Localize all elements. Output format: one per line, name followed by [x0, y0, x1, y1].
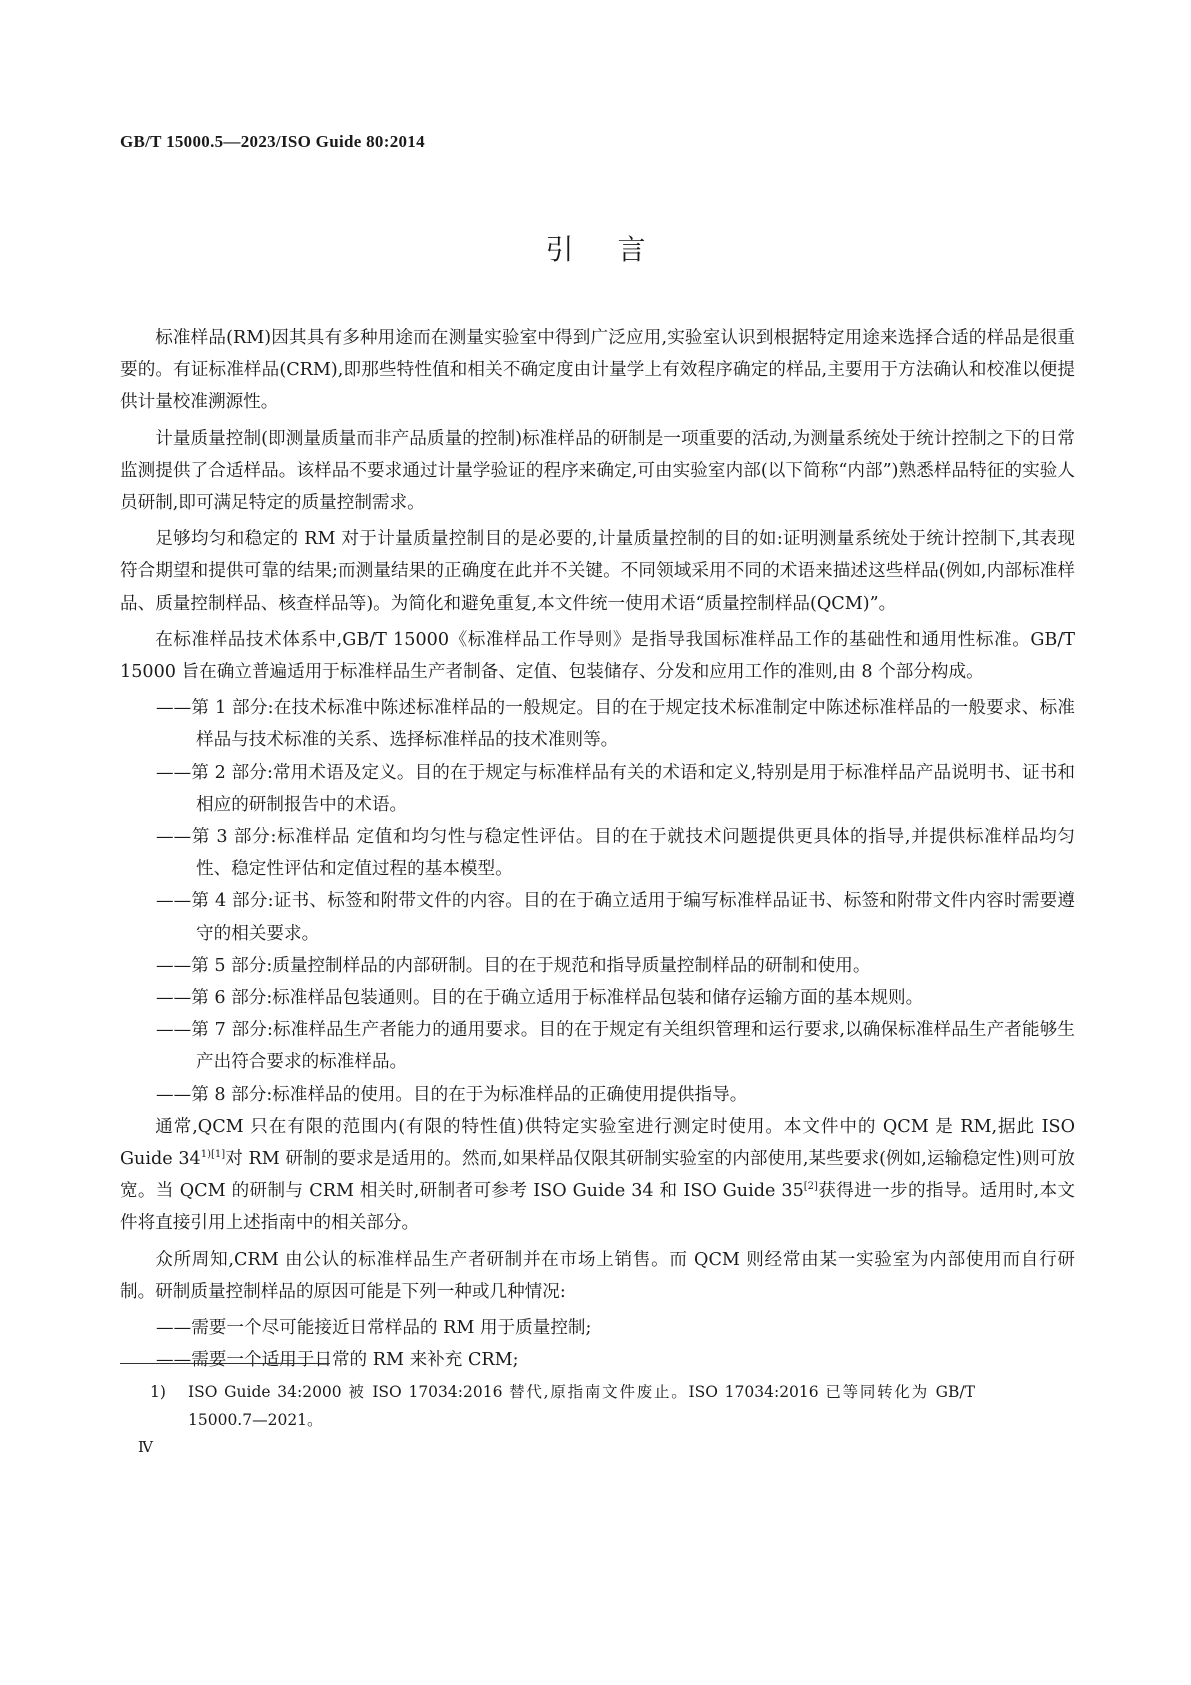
qcm-scope-text-b: 对 RM 研制的要求是适用的。然而,如果样品仅限其研制实验室的内部使用,某些要求(例如,运输稳定性)则可放宽。当 QCM 的研制与 CRM 相关时,研制者可参考 ISO Guide 34 和 ISO Guide 35	[120, 1149, 1075, 1202]
part-list-item: ——第 4 部分:证书、标签和附带文件的内容。目的在于确立适用于编写标准样品证书、标签和附带文件内容时需要遵守的相关要求。	[156, 891, 1075, 944]
footnote-text: ISO Guide 34:2000 被 ISO 17034:2016 替代,原指南文件废止。ISO 17034:2016 已等同转化为 GB/T 15000.7—2021。	[188, 1383, 975, 1429]
part-list-item: ——第 2 部分:常用术语及定义。目的在于规定与标准样品有关的术语和定义,特别是用于标准样品产品说明书、证书和相应的研制报告中的术语。	[156, 762, 1075, 815]
page-title: 引言	[545, 233, 690, 266]
part-list-item: ——第 7 部分:标准样品生产者能力的通用要求。目的在于规定有关组织管理和运行要求,以确保标准样品生产者能够生产出符合要求的标准样品。	[156, 1020, 1075, 1073]
part-list-item: ——第 6 部分:标准样品包装通则。目的在于确立适用于标准样品包装和储存运输方面的基本规则。	[156, 988, 924, 1009]
paragraph-homogeneity-stability: 足够均匀和稳定的 RM 对于计量质量控制目的是必要的,计量质量控制的目的如:证明测量系统处于统计控制下,其表现符合期望和提供可靠的结果;而测量结果的正确度在此并不关键。不同领域采用不同的术语来描述这些样品(例如,内部标准样品、质量控制样品、核查样品等)。为简化和避免重复,本文件统一使用术语“质量控制样品(QCM)”。	[120, 529, 1075, 614]
footnote-divider	[120, 1363, 330, 1364]
paragraph-qc-development: 计量质量控制(即测量质量而非产品质量的控制)标准样品的研制是一项重要的活动,为测量系统处于统计控制之下的日常监测提供了合适样品。该样品不要求通过计量学验证的程序来确定,可由实验室内部(以下简称“内部”)熟悉样品特征的实验人员研制,即可满足特定的质量控制需求。	[120, 428, 1075, 514]
paragraph-rm-usage: 标准样品(RM)因其具有多种用途而在测量实验室中得到广泛应用,实验室认识到根据特定用途来选择合适的样品是很重要的。有证标准样品(CRM),即那些特性值和相关不确定度由计量学上有效程序确定的样品,主要用于方法确认和校准以便提供计量校准溯源性。	[120, 328, 1075, 413]
qcm-scope-text-c: 获得进一步的指导。适用时,本文件将直接引用上述指南中的相关部分。	[120, 1181, 1075, 1234]
standard-code-header: GB/T 15000.5—2023/ISO Guide 80:2014	[120, 132, 425, 151]
qcm-scope-text-a: 通常,QCM 只在有限的范围内(有限的特性值)供特定实验室进行测定时使用。本文件中的 QCM 是 RM,据此 ISO Guide 34	[120, 1116, 1075, 1170]
footnote-number: 1)	[150, 1383, 166, 1401]
paragraph-standard-system: 在标准样品技术体系中,GB/T 15000《标准样品工作导则》是指导我国标准样品工作的基础性和通用性标准。GB/T 15000 旨在确立普遍适用于标准样品生产者制备、定值、包装储存、分发和应用工作的准则,由 8 个部分构成。	[120, 629, 1075, 683]
part-list-item: ——第 1 部分:在技术标准中陈述标准样品的一般规定。目的在于规定技术标准制定中陈述标准样品的一般要求、标准样品与技术标准的关系、选择标准样品的技术准则等。	[156, 698, 1075, 751]
reason-list-item: ——需要一个适用于日常的 RM 来补充 CRM;	[156, 1350, 519, 1371]
bibliography-reference: [2]	[803, 1181, 818, 1193]
part-list-item: ——第 8 部分:标准样品的使用。目的在于为标准样品的正确使用提供指导。	[156, 1084, 748, 1105]
introduction-body	[120, 322, 1075, 1377]
footnote	[150, 1378, 975, 1434]
paragraph-qcm-scope	[120, 1111, 1075, 1240]
part-list-item: ——第 3 部分:标准样品 定值和均匀性与稳定性评估。目的在于就技术问题提供更具体的指导,并提供标准样品均匀性、稳定性评估和定值过程的基本模型。	[156, 827, 1075, 880]
reason-list-item: ——需要一个尽可能接近日常样品的 RM 用于质量控制;	[156, 1318, 592, 1339]
page-number: Ⅳ	[138, 1440, 153, 1456]
footnote-reference: 1)[1]	[200, 1149, 226, 1161]
paragraph-crm-vs-qcm: 众所周知,CRM 由公认的标准样品生产者研制并在市场上销售。而 QCM 则经常由某一实验室为内部使用而自行研制。研制质量控制样品的原因可能是下列一种或几种情况:	[120, 1249, 1075, 1302]
part-list-item: ——第 5 部分:质量控制样品的内部研制。目的在于规范和指导质量控制样品的研制和使用。	[156, 955, 871, 976]
